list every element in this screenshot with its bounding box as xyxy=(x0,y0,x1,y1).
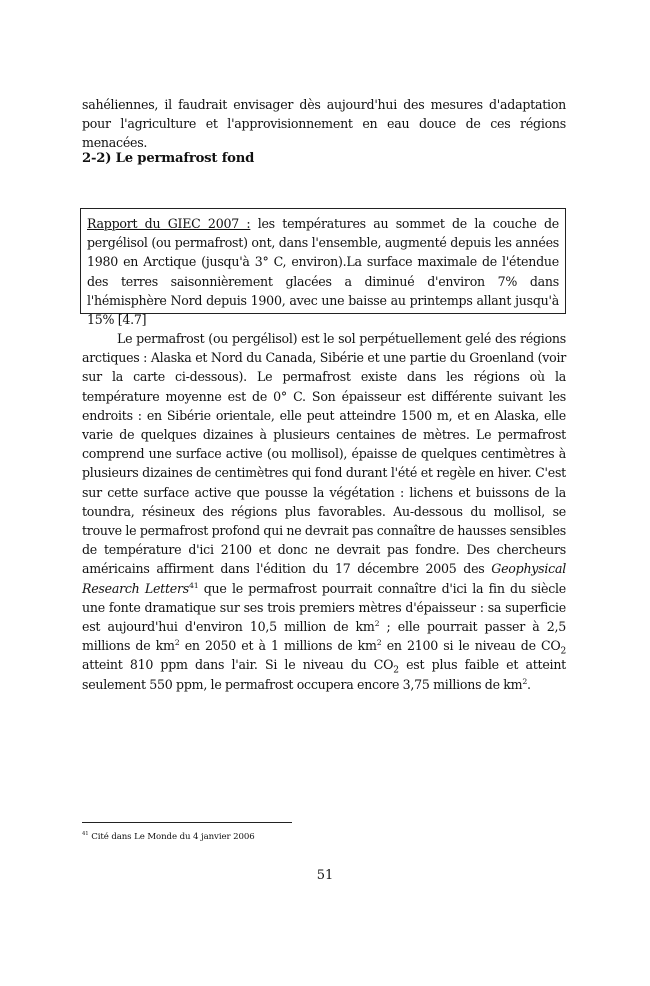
superscript: 2 xyxy=(174,638,180,648)
giec-box-text xyxy=(87,214,559,329)
intro-paragraph xyxy=(82,95,566,152)
main-text-part: . xyxy=(527,676,531,692)
superscript: 2 xyxy=(376,638,382,648)
superscript: 2 xyxy=(374,618,380,628)
footnote-number: 41 xyxy=(82,831,89,838)
subscript: 2 xyxy=(393,665,399,676)
main-text-part: en 2100 si le niveau de CO xyxy=(381,638,561,654)
main-paragraph xyxy=(82,329,566,694)
main-paragraph-text xyxy=(82,329,566,694)
subscript: 2 xyxy=(560,646,566,657)
main-text-part: que le permafrost pourrait connaître d'ici la fin du siècle une fonte dramatique sur ses trois premiers mètres d'épaisseur : sa superficie est aujourd'hui d'environ 10,5 million de km xyxy=(82,580,566,635)
intro-paragraph-text: sahéliennes, il faudrait envisager dès aujourd'hui des mesures d'adaptation pour l'agriculture et l'approvisionnement en eau douce de ces régions menacées. xyxy=(82,97,566,151)
section-heading: 2-2) Le permafrost fond xyxy=(82,151,255,166)
main-text-part: Le permafrost (ou pergélisol) est le sol perpétuellement gelé des régions arctiques : Alaska et Nord du Canada, Sibérie et une partie du Groenland (voir sur la carte ci-dessous). Le permafrost existe dans les régions où la température moyenne est de 0° C. Son épaisseur est différente suivant les endroits : en Sibérie orientale, elle peut atteindre 1500 m, et en Alaska, elle varie de quelques dizaines à plusieurs centaines de mètres. Le permafrost comprend une surface active (ou mollisol), épaisse de quelques centimètres à plusieurs dizaines de centimètres qui fond durant l'été et regèle en hiver. C'est sur cette surface active que pousse la végétation : lichens et buissons de la toundra, résineux des régions plus favorables. Au-dessous du mollisol, se trouve le permafrost profond qui ne devrait pas connaître de hausses sensibles de température d'ici 2100 et donc ne devrait pas fondre. Des chercheurs américains affirment dans l'édition du 17 décembre 2005 des xyxy=(82,331,566,577)
main-text-part: atteint 810 ppm dans l'air. Si le niveau du CO xyxy=(82,657,394,673)
main-text-part: en 2050 et à 1 millions de km xyxy=(179,638,377,654)
giec-report-box xyxy=(80,208,566,328)
page-number: 51 xyxy=(316,868,334,883)
superscript: 2 xyxy=(522,676,528,686)
main-text-part: est plus faible et atteint seulement 550 ppm, le permafrost occupera encore 3,75 millions de km xyxy=(82,657,566,692)
giec-box-label: Rapport du GIEC 2007 : xyxy=(87,216,251,231)
footnote-reference[interactable]: 41 xyxy=(189,580,199,590)
footnote xyxy=(82,831,255,843)
giec-box-body: les températures au sommet de la couche de pergélisol (ou permafrost) ont, dans l'ensemble, augmenté depuis les années 1980 en Arctique (jusqu'à 3° C, environ).La surface maximale de l'étendue des terres saisonnièrement glacées a diminué d'environ 7% dans l'hémisphère Nord depuis 1900, avec une baisse au printemps allant jusqu'à 15% [4.7] xyxy=(87,216,559,328)
footnote-text: Cité dans Le Monde du 4 janvier 2006 xyxy=(88,832,255,842)
journal-title: Geophysical Research Letters xyxy=(82,561,566,596)
main-text-part: ; elle pourrait passer à 2,5 millions de km xyxy=(82,619,567,654)
footnote-divider xyxy=(82,822,292,823)
